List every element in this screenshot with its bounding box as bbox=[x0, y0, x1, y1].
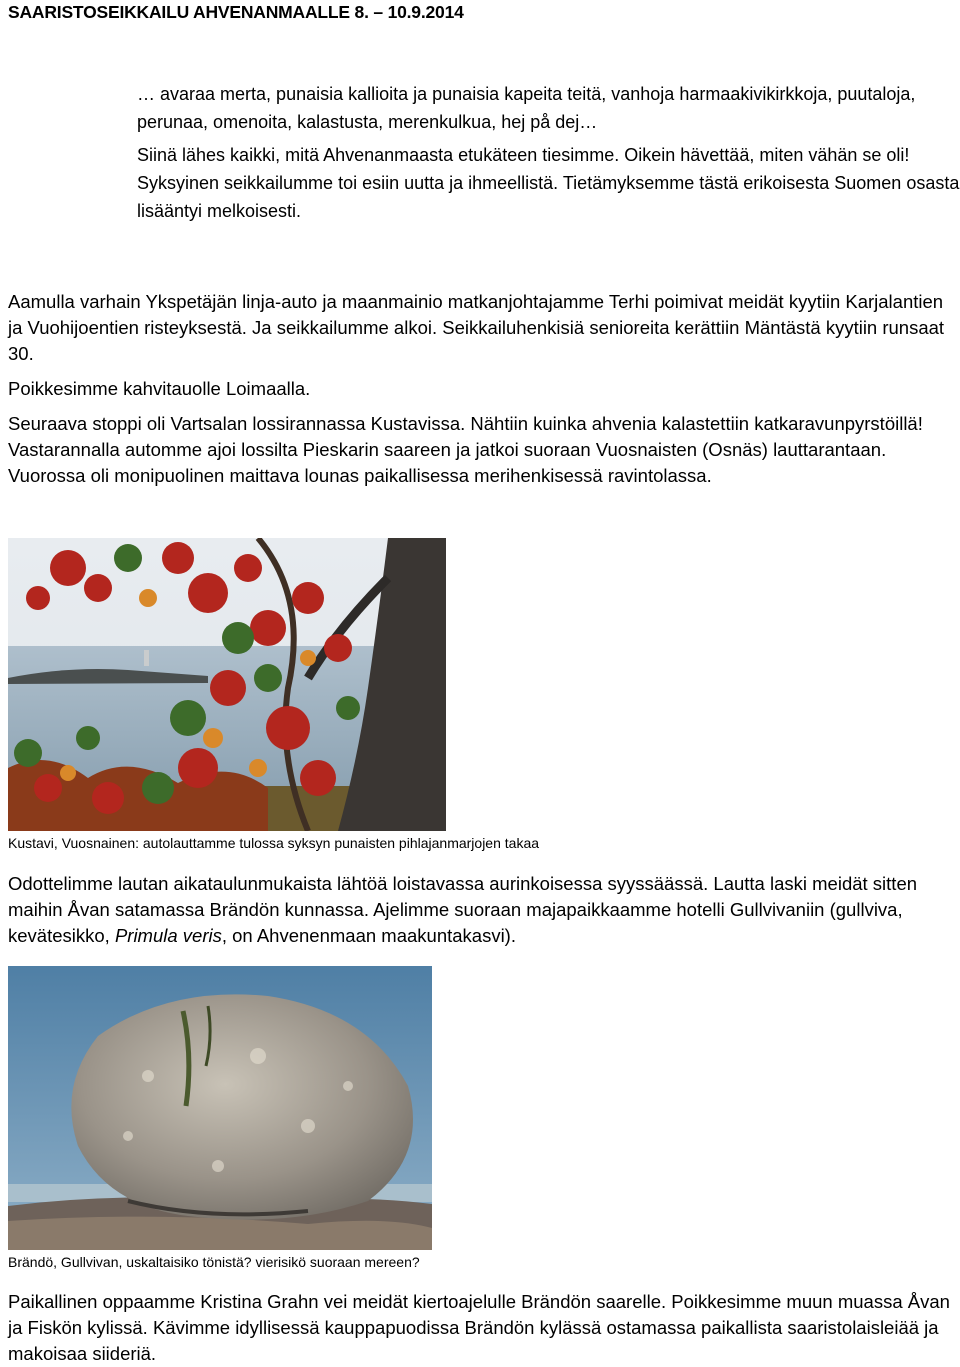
photo-2-caption: Brändö, Gullvivan, uskaltaisiko tönistä? vierisikö suoraan mereen? bbox=[8, 1254, 420, 1270]
paragraph-hotel-text-b: , on Ahvenenmaan maakuntakasvi). bbox=[221, 925, 516, 946]
paragraph-hotel-text-a: Odottelimme lautan aikataulunmukaista lähtöä loistavassa aurinkoisessa syyssäässä. Lautta laski meidät sitten maihin Åvan satamassa Brändön kunnassa. Ajelimme suoraan majapaikkaamme hotelli Gullvivaniin (gullviva, kevätesikko, bbox=[8, 873, 918, 946]
paragraph-hotel bbox=[8, 871, 958, 949]
paragraph-morning: Aamulla varhain Ykspetäjän linja-auto ja maanmainio matkanjohtajamme Terhi poimivat meidät kyytiin Karjalantien ja Vuohijoentien risteyksestä. Ja seikkailumme alkoi. Seikkailuhenkisiä senioreita kerättiin Mäntästä kyytiin runsaat 30. bbox=[8, 291, 945, 364]
paragraph-ferry: Seuraava stoppi oli Vartsalan lossirannassa Kustavissa. Nähtiin kuinka ahvenia kalastettiin katkaravunpyrstöillä! Vastarannalla automme ajoi lossilta Pieskarin saareen ja jatkoi suoraan Vuosnaisten (Osnäs) lauttarantaan. Vuorossa oli monipuolinen maittava lounas paikallisessa merihenkisessä ravintolassa. bbox=[8, 413, 923, 486]
section-2 bbox=[8, 871, 958, 949]
rowan-tree-image bbox=[8, 538, 446, 831]
photo-boulder bbox=[8, 966, 432, 1250]
intro-paragraph-1: … avaraa merta, punaisia kallioita ja punaisia kapeita teitä, vanhoja harmaakivikirkkoja, puutaloja, perunaa, omenoita, kalastusta, merenkulkua, hej på dej… bbox=[137, 84, 916, 132]
intro-paragraph-2: Siinä lähes kaikki, mitä Ahvenanmaasta etukäteen tiesimme. Oikein hävettää, miten vähän se oli! Syksyinen seikkailumme toi esiin uutta ja ihmeellistä. Tietämyksemme tästä erikoisesta Suomen osasta lisääntyi melkoisesti. bbox=[137, 145, 960, 221]
paragraph-tour: Paikallinen oppaamme Kristina Grahn vei meidät kiertoajelulle Brändön saarelle. Poikkesimme muun muassa Åvan ja Fiskön kylissä. Kävimme idyllisessä kauppapuodissa Brändön kylässä ostamassa paikallista saaristolaisleiää ja makoisaa siideriä. bbox=[8, 1291, 950, 1364]
primula-veris-italic: Primula veris bbox=[114, 925, 222, 946]
intro-block bbox=[137, 80, 960, 225]
photo-1-caption: Kustavi, Vuosnainen: autolauttamme tulossa syksyn punaisten pihlajanmarjojen takaa bbox=[8, 835, 540, 851]
page-title: SAARISTOSEIKKAILU AHVENANMAALLE 8. – 10.9.2014 bbox=[8, 2, 464, 22]
paragraph-coffee-break: Poikkesimme kahvitauolle Loimaalla. bbox=[8, 378, 311, 399]
section-1 bbox=[8, 289, 958, 489]
boulder-image bbox=[8, 966, 432, 1250]
photo-rowan-tree bbox=[8, 538, 446, 831]
section-3 bbox=[8, 1289, 958, 1367]
